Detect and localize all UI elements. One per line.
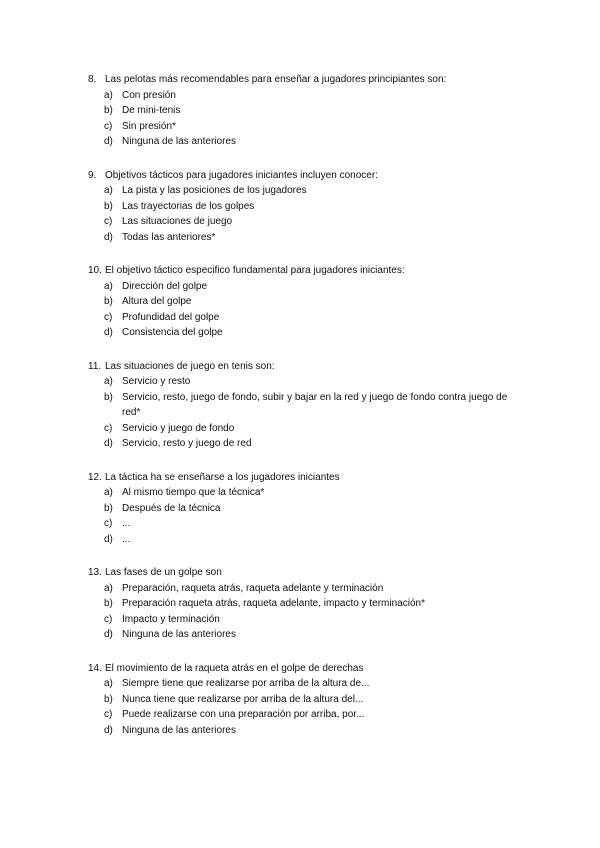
option-letter: c) [104, 216, 113, 227]
option-b [88, 692, 528, 708]
option-c [88, 310, 528, 326]
option-letter: c) [104, 311, 113, 323]
option-text: Altura del golpe [122, 296, 192, 307]
question-text: Las fases de un golpe son [105, 567, 222, 578]
question-12 [88, 470, 528, 548]
question-number: 9. [88, 169, 97, 181]
option-text: Todas las anteriores* [122, 231, 216, 243]
option-text: Sin presión* [122, 120, 176, 132]
option-text: La pista y las posiciones de los jugadores [122, 185, 307, 196]
option-text: Nunca tiene que realizarse por arriba de la altura del... [122, 693, 364, 705]
option-a [88, 374, 528, 390]
option-text: Las trayectorias de los golpes [122, 200, 255, 212]
option-letter: b) [104, 598, 113, 609]
question-line [88, 565, 528, 581]
option-text: Consistencia del golpe [122, 327, 223, 338]
option-letter: d) [104, 533, 113, 545]
option-text: Siempre tiene que realizarse por arriba de la altura de... [122, 678, 370, 689]
option-text: ... [122, 533, 131, 545]
option-text: Impacto y terminación [122, 613, 220, 625]
question-number: 14. [88, 662, 102, 674]
option-letter: c) [104, 120, 113, 132]
document-page [88, 72, 528, 756]
question-8 [88, 72, 528, 150]
option-a [88, 485, 528, 501]
option-letter: b) [104, 693, 113, 705]
option-letter: b) [104, 105, 113, 116]
option-letter: c) [104, 422, 113, 434]
option-letter: b) [104, 296, 113, 307]
option-text: Servicio y juego de fondo [122, 422, 235, 434]
question-number: 10. [88, 265, 102, 276]
question-13 [88, 565, 528, 643]
option-d [88, 532, 528, 548]
option-text: Con presión [122, 89, 176, 101]
option-b [88, 390, 528, 421]
option-letter: d) [104, 327, 113, 338]
option-text: Al mismo tiempo que la técnica* [122, 487, 265, 498]
option-text: Ninguna de las anteriores [122, 629, 236, 640]
option-letter: d) [104, 136, 113, 147]
question-text: Las situaciones de juego en tenis son: [105, 360, 275, 372]
question-text: Las pelotas más recomendables para enseñar a jugadores principiantes son: [105, 74, 447, 85]
option-letter: c) [104, 518, 113, 529]
option-d [88, 723, 528, 739]
question-line [88, 470, 528, 486]
question-text: El objetivo táctico especifico fundamental para jugadores iniciantes: [105, 265, 405, 276]
question-line [88, 168, 528, 184]
option-text: Servicio y resto [122, 376, 191, 387]
option-text: Servicio, resto y juego de red [122, 438, 252, 449]
option-d [88, 134, 528, 150]
option-text: Después de la técnica [122, 502, 221, 514]
option-letter: d) [104, 438, 113, 449]
option-letter: a) [104, 280, 113, 292]
option-d [88, 436, 528, 452]
question-text: Objetivos tácticos para jugadores iniciantes incluyen conocer: [105, 169, 378, 181]
option-d [88, 627, 528, 643]
option-letter: d) [104, 724, 113, 736]
option-a [88, 581, 528, 597]
question-number: 12. [88, 471, 102, 483]
question-line [88, 661, 528, 677]
option-text: Las situaciones de juego [122, 216, 233, 227]
question-line [88, 359, 528, 375]
option-text: Puede realizarse con una preparación por arriba, por... [122, 709, 365, 720]
option-c [88, 516, 528, 532]
option-c [88, 421, 528, 437]
option-text: Dirección del golpe [122, 280, 208, 292]
option-letter: a) [104, 487, 113, 498]
question-9 [88, 168, 528, 246]
question-10 [88, 263, 528, 341]
option-letter: b) [104, 502, 113, 514]
option-letter: c) [104, 709, 113, 720]
question-14 [88, 661, 528, 739]
option-a [88, 676, 528, 692]
option-d [88, 325, 528, 341]
option-d [88, 230, 528, 246]
option-a [88, 88, 528, 104]
option-c [88, 612, 528, 628]
option-letter: d) [104, 629, 113, 640]
option-letter: d) [104, 231, 113, 243]
question-11 [88, 359, 528, 452]
option-text: Preparación, raqueta atrás, raqueta adelante y terminación [122, 582, 384, 594]
option-text: Profundidad del golpe [122, 311, 220, 323]
question-number: 13. [88, 567, 102, 578]
option-letter: a) [104, 678, 113, 689]
option-letter: b) [104, 391, 113, 403]
option-letter: a) [104, 89, 113, 101]
question-text: La táctica ha se enseñarse a los jugadores iniciantes [105, 471, 340, 483]
option-text: ... [122, 518, 131, 529]
option-b [88, 501, 528, 517]
option-b [88, 103, 528, 119]
option-letter: a) [104, 376, 113, 387]
option-a [88, 279, 528, 295]
option-b [88, 199, 528, 215]
option-letter: c) [104, 613, 113, 625]
option-letter: a) [104, 582, 113, 594]
option-a [88, 183, 528, 199]
option-c [88, 707, 528, 723]
option-text: Servicio, resto, juego de fondo, subir y bajar en la red y juego de fondo contra juego de red* [122, 391, 508, 418]
question-line [88, 72, 528, 88]
option-text: Ninguna de las anteriores [122, 136, 236, 147]
option-letter: a) [104, 185, 113, 196]
question-text: El movimiento de la raqueta atrás en el golpe de derechas [105, 662, 364, 674]
option-b [88, 596, 528, 612]
question-number: 8. [88, 74, 97, 85]
option-b [88, 294, 528, 310]
option-text: Preparación raqueta atrás, raqueta adelante, impacto y terminación* [122, 598, 425, 609]
option-text: De mini-tenis [122, 105, 181, 116]
question-line [88, 263, 528, 279]
option-letter: b) [104, 200, 113, 212]
option-text: Ninguna de las anteriores [122, 724, 236, 736]
option-c [88, 119, 528, 135]
question-number: 11. [88, 360, 102, 372]
option-c [88, 214, 528, 230]
